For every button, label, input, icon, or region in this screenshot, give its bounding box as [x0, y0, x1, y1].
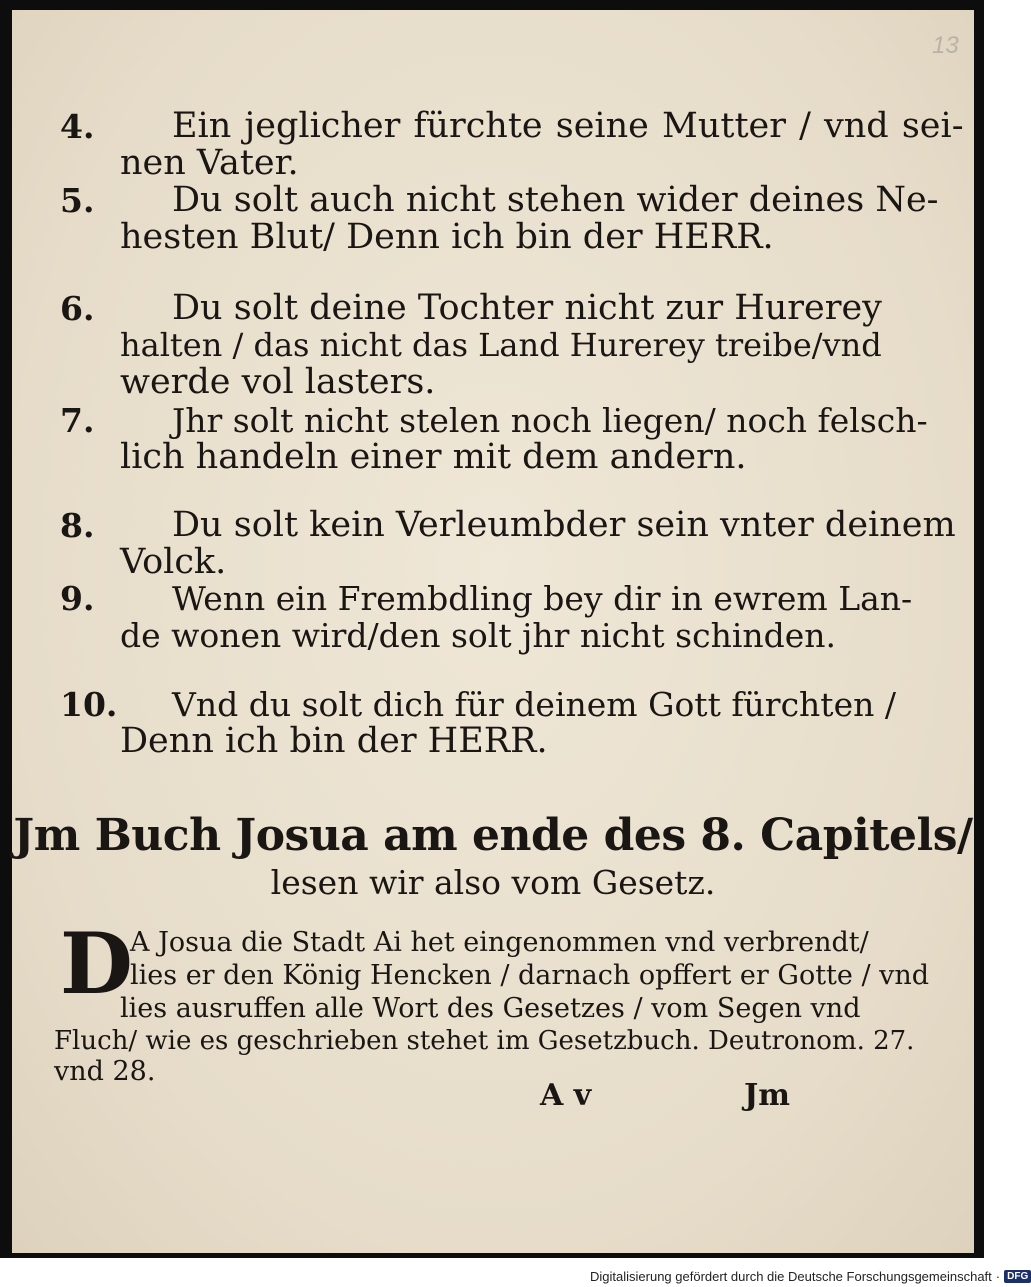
verse-number: 5.: [60, 181, 95, 220]
verse-line: Du solt deine Tochter nicht zur Hurerey: [172, 288, 882, 328]
verse-line: lich handeln einer mit dem andern.: [120, 437, 747, 477]
verse-line: Du solt auch nicht stehen wider deines Ne-: [172, 180, 939, 220]
page-number: 13: [932, 32, 959, 59]
verse-line: Du solt kein Verleumbder sein vnter deinem: [172, 505, 956, 545]
verse-line: nen Vater.: [120, 143, 299, 183]
footer-separator: ·: [995, 1268, 1001, 1284]
verse-number: 7.: [60, 401, 95, 440]
document-page: [12, 10, 974, 1253]
verse-line: hesten Blut/ Denn ich bin der HERR.: [120, 217, 774, 257]
verse-number: 4.: [60, 107, 95, 146]
dfg-logo-icon: DFG: [1004, 1270, 1031, 1283]
verse-number: 6.: [60, 289, 95, 328]
verse-line: Wenn ein Frembdling bey dir in ewrem Lan-: [172, 579, 913, 618]
catchword: Jm: [744, 1078, 790, 1113]
verse-line: werde vol lasters.: [120, 362, 436, 402]
section-heading: Jm Buch Josua am ende des 8. Capitels/: [13, 810, 973, 861]
paragraph-line: lies ausruffen alle Wort des Gesetzes / vom Segen vnd: [120, 993, 861, 1024]
section-subheading: lesen wir also vom Gesetz.: [270, 863, 716, 902]
paragraph-line: lies er den König Hencken / darnach opffert er Gotte / vnd: [130, 960, 930, 991]
verse-number: 10.: [60, 685, 118, 724]
verse-line: halten / das nicht das Land Hurerey treibe/vnd: [120, 326, 882, 364]
verse-number: 9.: [60, 579, 95, 618]
verse-line: Denn ich bin der HERR.: [120, 721, 548, 761]
drop-initial: D: [60, 914, 133, 1013]
verse-line: Vnd du solt dich für deinem Gott fürchten /: [172, 685, 896, 724]
paragraph-line: Fluch/ wie es geschrieben stehet im Gesetzbuch. Deutronom. 27.: [54, 1026, 915, 1056]
footer-credit: [590, 1266, 1029, 1286]
signature-mark: A v: [540, 1078, 592, 1113]
verse-line: Ein jeglicher fürchte seine Mutter / vnd sei-: [172, 106, 964, 146]
verse-line: Volck.: [120, 542, 227, 582]
paragraph-line: vnd 28.: [54, 1056, 156, 1087]
paragraph-line: A Josua die Stadt Ai het eingenommen vnd verbrendt/: [130, 927, 869, 958]
verse-line: Jhr solt nicht stelen noch liegen/ noch felsch-: [172, 401, 928, 440]
footer-text: Digitalisierung gefördert durch die Deutsche Forschungsgemeinschaft: [590, 1268, 992, 1284]
verse-line: de wonen wird/den solt jhr nicht schinden.: [120, 616, 837, 655]
verse-number: 8.: [60, 506, 95, 545]
